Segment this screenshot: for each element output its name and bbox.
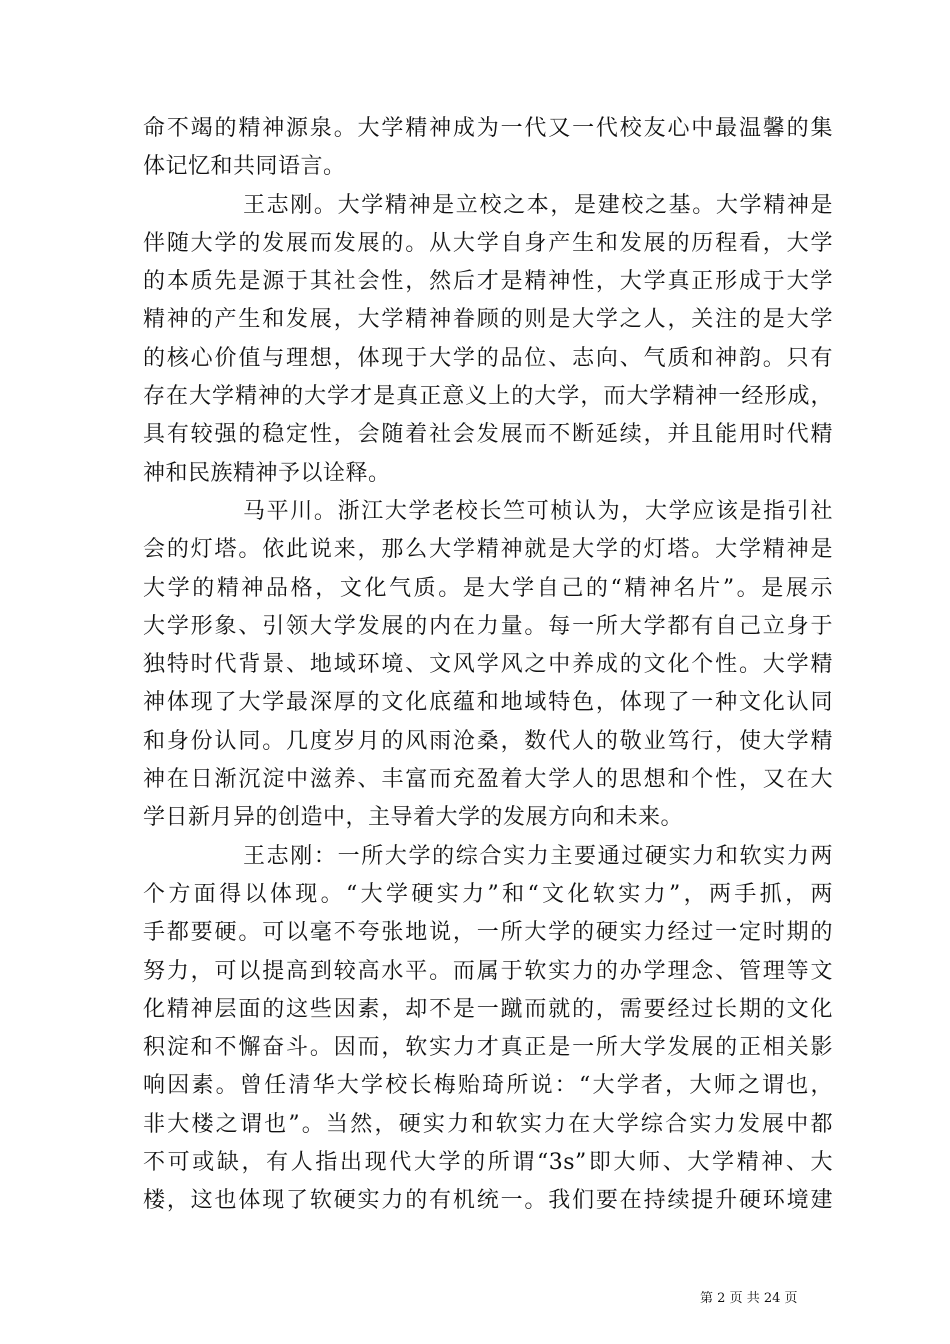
text-line: 具有较强的稳定性，会随着社会发展而不断延续，并且能用时代精 [143, 422, 833, 448]
text-line: 手都要硬。可以毫不夸张地说，一所大学的硬实力经过一定时期的 [143, 920, 833, 946]
text-line: 和身份认同。几度岁月的风雨沧桑，数代人的敬业笃行，使大学精 [143, 728, 833, 754]
text-line: 个方面得以体现。“大学硬实力”和“文化软实力”，两手抓，两 [143, 881, 833, 907]
text-line: 神在日渐沉淀中滋养、丰富而充盈着大学人的思想和个性，又在大 [143, 767, 833, 793]
footer-suffix: 页 [784, 1291, 798, 1306]
text-line: 的本质先是源于其社会性，然后才是精神性，大学真正形成于大学 [143, 269, 833, 295]
text-line: 会的灯塔。依此说来，那么大学精神就是大学的灯塔。大学精神是 [143, 537, 833, 563]
document-body [143, 110, 833, 1221]
text-line: 精神的产生和发展，大学精神眷顾的则是大学之人，关注的是大学 [143, 307, 833, 333]
text-line: 王志刚。大学精神是立校之本，是建校之基。大学精神是 [243, 192, 833, 218]
text-line: 体记忆和共同语言。 [143, 154, 346, 180]
text-line: 非大楼之谓也”。当然，硬实力和软实力在大学综合实力发展中都 [143, 1111, 833, 1137]
current-page: 2 [717, 1291, 726, 1306]
text-line: 大学的精神品格，文化气质。是大学自己的“精神名片”。是展示 [143, 575, 833, 601]
page-number [700, 1287, 798, 1306]
text-line: 神体现了大学最深厚的文化底蕴和地域特色，体现了一种文化认同 [143, 690, 833, 716]
text-line: 伴随大学的发展而发展的。从大学自身产生和发展的历程看，大学 [143, 230, 833, 256]
text-line: 神和民族精神予以诠释。 [143, 460, 391, 486]
text-line: 学日新月异的创造中，主导着大学的发展方向和未来。 [143, 805, 684, 831]
text-line: 响因素。曾任清华大学校长梅贻琦所说：“大学者，大师之谓也， [143, 1073, 833, 1099]
text-line: 存在大学精神的大学才是真正意义上的大学，而大学精神一经形成， [143, 384, 833, 410]
text-line: 积淀和不懈奋斗。因而，软实力才真正是一所大学发展的正相关影 [143, 1035, 833, 1061]
text-line: 的核心价值与理想，体现于大学的品位、志向、气质和神韵。只有 [143, 345, 833, 371]
text-line: 独特时代背景、地域环境、文风学风之中养成的文化个性。大学精 [143, 652, 833, 678]
footer-middle: 页 共 [729, 1291, 760, 1306]
footer-prefix: 第 [700, 1291, 714, 1306]
text-line: 化精神层面的这些因素，却不是一蹴而就的，需要经过长期的文化 [143, 996, 833, 1022]
text-line: 王志刚：一所大学的综合实力主要通过硬实力和软实力两 [243, 843, 833, 869]
text-line: 大学形象、引领大学发展的内在力量。每一所大学都有自己立身于 [143, 613, 833, 639]
total-pages: 24 [763, 1291, 781, 1306]
text-line: 马平川。浙江大学老校长竺可桢认为，大学应该是指引社 [243, 498, 833, 524]
text-line: 努力，可以提高到较高水平。而属于软实力的办学理念、管理等文 [143, 958, 833, 984]
text-line: 不可或缺，有人指出现代大学的所谓“3s”即大师、大学精神、大 [143, 1150, 833, 1176]
text-line: 命不竭的精神源泉。大学精神成为一代又一代校友心中最温馨的集 [143, 116, 833, 141]
text-line: 楼，这也体现了软硬实力的有机统一。我们要在持续提升硬环境建 [143, 1188, 833, 1214]
